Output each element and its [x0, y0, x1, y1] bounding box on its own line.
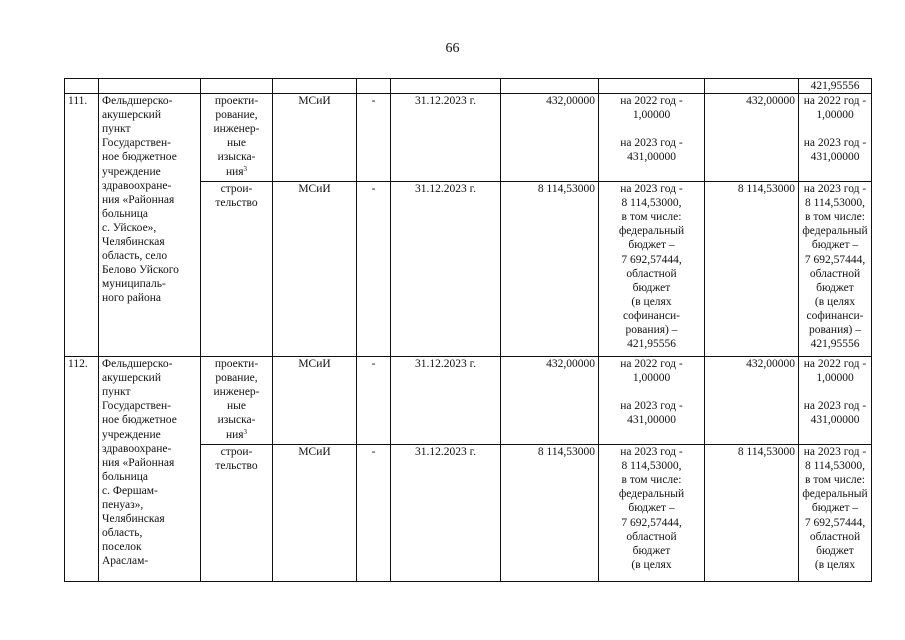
dash-cell: - — [357, 445, 391, 582]
allocated-cost: 432,00000 — [705, 357, 799, 445]
cell — [391, 79, 501, 94]
allocated-breakdown: на 2022 год - 1,00000 на 2023 год - 431,00000 — [799, 357, 872, 445]
cost-breakdown: на 2023 год - 8 114,53000, в том числе: федеральный бюджет – 7 692,57444, областной бюджет (в целях — [599, 445, 705, 582]
estimated-cost: 432,00000 — [501, 357, 599, 445]
facility-name: Фельдшерско- акушерский пункт Государствен- ное бюджетное учреждение здравоохране- ния «Районная больница с. Фершам- пенуаз», Челябинская область, поселок Араслам- — [99, 357, 201, 582]
continuation-value: 421,95556 — [799, 79, 872, 94]
allocated-cost: 432,00000 — [705, 94, 799, 182]
allocated-cost: 8 114,53000 — [705, 182, 799, 357]
customer: МСиИ — [273, 182, 357, 357]
cell — [273, 79, 357, 94]
deadline-date: 31.12.2023 г. — [391, 182, 501, 357]
work-type-text: проекти- рование, инженер- ные изыска- ния — [213, 95, 260, 178]
entry-number: 112. — [65, 357, 99, 582]
table-row — [65, 357, 872, 445]
deadline-date: 31.12.2023 г. — [391, 357, 501, 445]
facility-name: Фельдшерско- акушерский пункт Государствен- ное бюджетное учреждение здравоохране- ния «Районная больница с. Уйское», Челябинская область, село Белово Уйского муниципаль- ного района — [99, 94, 201, 357]
allocated-breakdown: на 2023 год - 8 114,53000, в том числе: федеральный бюджет – 7 692,57444, областной бюджет (в целях — [799, 445, 872, 582]
allocated-breakdown: на 2022 год - 1,00000 на 2023 год - 431,00000 — [799, 94, 872, 182]
dash-cell: - — [357, 357, 391, 445]
allocated-breakdown: на 2023 год - 8 114,53000, в том числе: федеральный бюджет – 7 692,57444, областной бюджет (в целях софинанси- рования) – 421,95556 — [799, 182, 872, 357]
footnote-mark: 3 — [243, 164, 248, 173]
dash-cell: - — [357, 94, 391, 182]
work-type — [201, 94, 273, 182]
cell — [99, 79, 201, 94]
work-type — [201, 357, 273, 445]
footnote-mark: 3 — [243, 427, 248, 436]
cost-breakdown: на 2022 год - 1,00000 на 2023 год - 431,00000 — [599, 94, 705, 182]
allocated-cost: 8 114,53000 — [705, 445, 799, 582]
work-type: строи- тельство — [201, 445, 273, 582]
cell — [705, 79, 799, 94]
deadline-date: 31.12.2023 г. — [391, 445, 501, 582]
page-number: 66 — [445, 41, 460, 56]
cell — [357, 79, 391, 94]
investment-table — [64, 78, 872, 582]
work-type-text: проекти- рование, инженер- ные изыска- ния — [213, 358, 260, 441]
customer: МСиИ — [273, 357, 357, 445]
cost-breakdown: на 2022 год - 1,00000 на 2023 год - 431,00000 — [599, 357, 705, 445]
customer: МСиИ — [273, 445, 357, 582]
estimated-cost: 8 114,53000 — [501, 182, 599, 357]
cell — [501, 79, 599, 94]
cell — [599, 79, 705, 94]
work-type: строи- тельство — [201, 182, 273, 357]
customer: МСиИ — [273, 94, 357, 182]
estimated-cost: 8 114,53000 — [501, 445, 599, 582]
cost-breakdown: на 2023 год - 8 114,53000, в том числе: федеральный бюджет – 7 692,57444, областной бюджет (в целях софинанси- рования) – 421,95556 — [599, 182, 705, 357]
cell — [65, 79, 99, 94]
continuation-row — [65, 79, 872, 94]
table-row — [65, 94, 872, 182]
estimated-cost: 432,00000 — [501, 94, 599, 182]
dash-cell: - — [357, 182, 391, 357]
entry-number: 111. — [65, 94, 99, 357]
cell — [201, 79, 273, 94]
deadline-date: 31.12.2023 г. — [391, 94, 501, 182]
